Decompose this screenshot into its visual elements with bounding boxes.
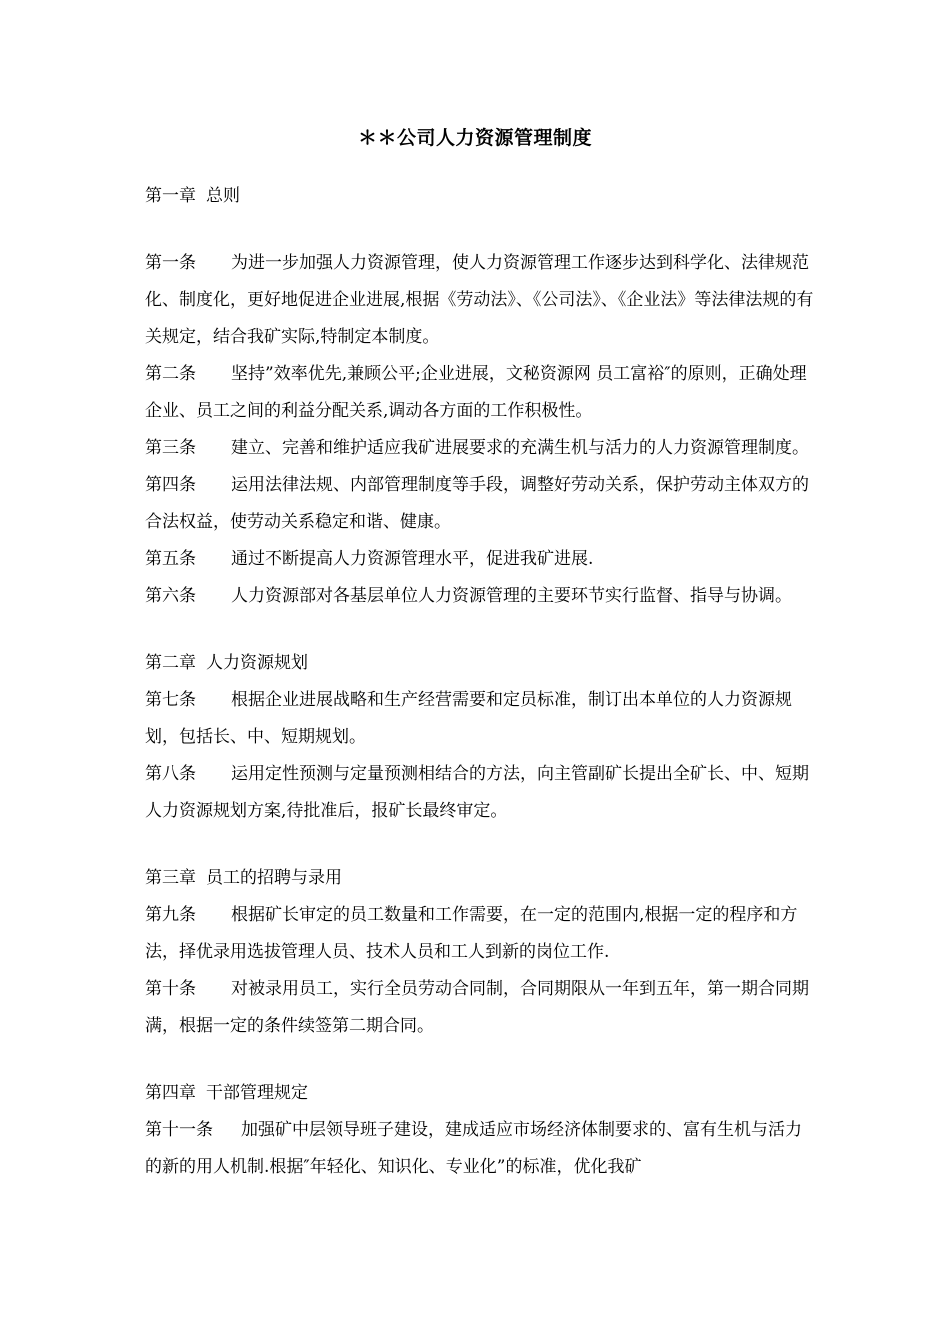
chapter-title: 总则 (206, 186, 240, 206)
article-number: 第三条 (145, 438, 196, 458)
article (145, 541, 815, 578)
article-number: 第八条 (145, 764, 196, 784)
chapter-number: 第三章 (145, 868, 196, 888)
chapter-heading (145, 860, 815, 897)
chapter-heading (145, 645, 815, 682)
article-text: 建立、完善和维护适应我矿进展要求的充满生机与活力的人力资源管理制度。 (231, 438, 809, 458)
article (145, 682, 815, 756)
article-number: 第一条 (145, 253, 196, 273)
chapter-title: 干部管理规定 (206, 1083, 308, 1103)
chapter-heading (145, 178, 815, 215)
article-text: 对被录用员工，实行全员劳动合同制，合同期限从一年到五年，第一期合同期满，根据一定的条件续签第二期合同。 (145, 979, 809, 1036)
article (145, 756, 815, 830)
article-text: 坚持”效率优先,兼顾公平;企业进展，文秘资源网 员工富裕″的原则，正确处理企业、员工之间的利益分配关系,调动各方面的工作积极性。 (145, 364, 807, 421)
article-text: 根据企业进展战略和生产经营需要和定员标准，制订出本单位的人力资源规划，包括长、中、短期规划。 (145, 690, 792, 747)
article (145, 467, 815, 541)
article-number: 第五条 (145, 549, 196, 569)
chapter-number: 第一章 (145, 186, 196, 206)
article-text: 加强矿中层领导班子建设，建成适应市场经济体制要求的、富有生机与活力的新的用人机制.根据″年轻化、知识化、专业化”的标准，优化我矿 (145, 1120, 802, 1177)
article-number: 第十条 (145, 979, 196, 999)
article-number: 第十一条 (145, 1120, 213, 1140)
document-body (145, 178, 815, 1186)
article-number: 第四条 (145, 475, 196, 495)
article (145, 430, 815, 467)
chapter-title: 人力资源规划 (206, 653, 308, 673)
article-text: 为进一步加强人力资源管理，使人力资源管理工作逐步达到科学化、法律规范化、制度化，更好地促进企业进展,根据《劳动法》、《公司法》、《企业法》等法律法规的有关规定，结合我矿实际,特制定本制度。 (145, 253, 814, 347)
article (145, 578, 815, 615)
article-number: 第二条 (145, 364, 196, 384)
article (145, 971, 815, 1045)
article-text: 运用法律法规、内部管理制度等手段，调整好劳动关系，保护劳动主体双方的合法权益，使劳动关系稳定和谐、健康。 (145, 475, 809, 532)
chapter-heading (145, 1075, 815, 1112)
chapter-number: 第二章 (145, 653, 196, 673)
article (145, 356, 815, 430)
chapter-title: 员工的招聘与录用 (206, 868, 342, 888)
article (145, 897, 815, 971)
article-text: 通过不断提高人力资源管理水平，促进我矿进展. (231, 549, 594, 569)
article-text: 运用定性预测与定量预测相结合的方法，向主管副矿长提出全矿长、中、短期人力资源规划方案,待批准后，报矿长最终审定。 (145, 764, 809, 821)
article (145, 245, 815, 356)
article-text: 根据矿长审定的员工数量和工作需要，在一定的范围内,根据一定的程序和方法，择优录用选拔管理人员、技术人员和工人到新的岗位工作. (145, 905, 798, 962)
chapter-number: 第四章 (145, 1083, 196, 1103)
document-title: ＊＊公司人力资源管理制度 (357, 127, 592, 149)
article-number: 第九条 (145, 905, 196, 925)
article (145, 1112, 815, 1186)
article-text: 人力资源部对各基层单位人力资源管理的主要环节实行监督、指导与协调。 (231, 586, 792, 606)
article-number: 第六条 (145, 586, 196, 606)
article-number: 第七条 (145, 690, 196, 710)
